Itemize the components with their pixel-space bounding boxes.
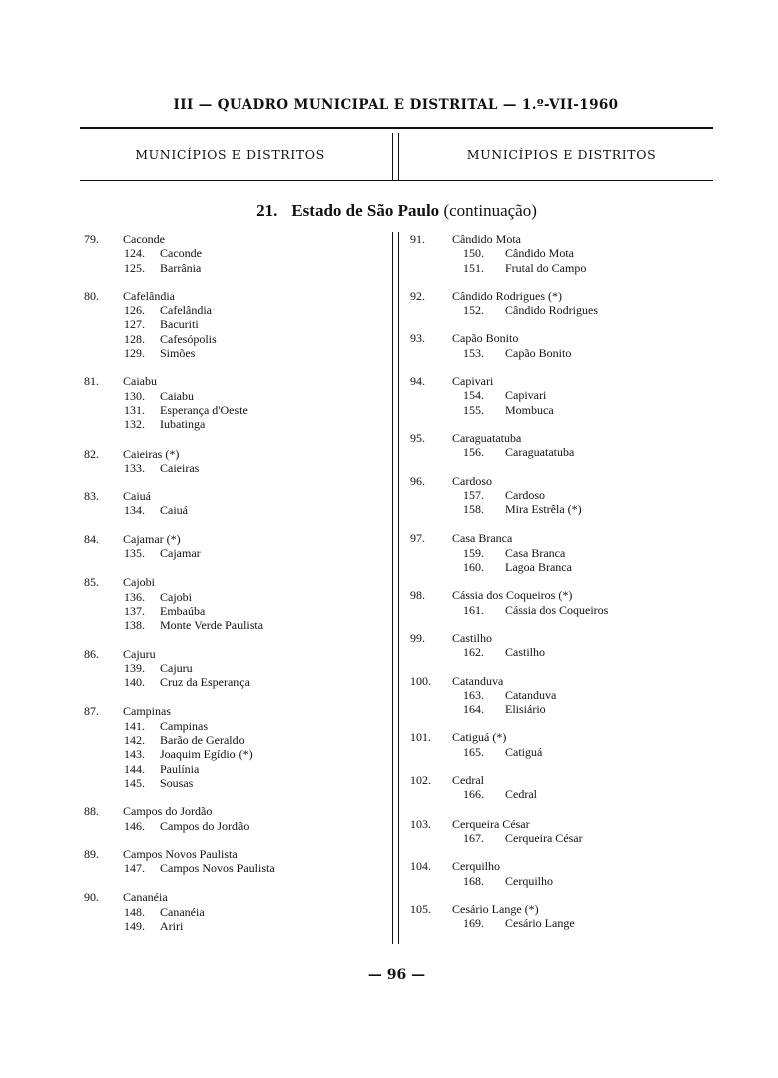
district-name: Cesário Lange (505, 916, 575, 931)
municipality-number: 101. (410, 730, 431, 745)
district-name: Cajamar (160, 546, 201, 561)
municipality-name: Casa Branca (452, 531, 513, 546)
district-number: 125. (124, 260, 145, 275)
district-line (410, 388, 710, 402)
district-line (410, 303, 710, 317)
district-line (410, 787, 710, 801)
district-number: 165. (463, 744, 484, 759)
district-name: Cruz da Esperança (160, 675, 250, 690)
district-line (410, 916, 710, 930)
municipality-name: Cedral (452, 773, 484, 788)
municipality-name: Capão Bonito (452, 331, 519, 346)
municipality-entry (84, 374, 384, 431)
municipality-number: 91. (410, 232, 425, 246)
section-number: 21. (256, 201, 278, 220)
district-line (84, 332, 384, 346)
district-name: Esperança d'Oeste (160, 402, 248, 417)
district-line (84, 246, 384, 260)
municipality-entry (84, 489, 384, 518)
district-name: Caconde (160, 246, 202, 261)
state-name: Estado de São Paulo (291, 201, 440, 220)
municipality-number: 79. (84, 232, 99, 246)
district-name: Cássia dos Coqueiros (505, 602, 609, 617)
district-line (84, 675, 384, 689)
district-number: 167. (463, 830, 484, 845)
district-name: Mira Estrêla (*) (505, 502, 582, 517)
header-rule-bottom (80, 180, 713, 181)
district-name: Monte Verde Paulista (160, 618, 264, 633)
municipality-number: 104. (410, 859, 431, 874)
district-name: Campos do Jordão (160, 818, 250, 833)
district-line (84, 261, 384, 275)
municipality-entry (84, 289, 384, 360)
municipality-entry (410, 474, 710, 517)
district-number: 161. (463, 602, 484, 617)
municipality-entry (410, 531, 710, 574)
municipality-name: Cajamar (*) (123, 531, 181, 546)
municipality-line (84, 647, 384, 661)
section-heading (80, 201, 713, 221)
municipality-entry (410, 374, 710, 417)
municipality-entry (84, 447, 384, 476)
district-name: Sousas (160, 775, 194, 790)
municipality-name: Cândido Rodrigues (*) (452, 288, 562, 303)
district-name: Cândido Rodrigues (505, 303, 598, 318)
district-line (410, 603, 710, 617)
district-name: Cafesópolis (160, 331, 217, 346)
district-name: Paulínia (160, 761, 200, 776)
district-line (84, 733, 384, 747)
district-line (84, 346, 384, 360)
district-number: 128. (124, 331, 145, 346)
district-line (410, 560, 710, 574)
municipality-entry (84, 575, 384, 632)
district-name: Casa Branca (505, 545, 566, 560)
municipality-entry (410, 431, 710, 460)
district-number: 163. (463, 687, 484, 702)
district-number: 124. (124, 246, 145, 261)
district-name: Joaquim Egídio (*) (160, 747, 253, 762)
district-line (410, 831, 710, 845)
municipality-number: 95. (410, 430, 425, 445)
municipality-name: Cafelândia (123, 288, 175, 303)
municipality-number: 94. (410, 374, 425, 389)
municipality-name: Cerqueira César (452, 816, 530, 831)
district-name: Iubatinga (160, 417, 206, 432)
municipality-entry (410, 232, 710, 275)
municipality-number: 98. (410, 588, 425, 603)
district-line (84, 590, 384, 604)
municipality-number: 97. (410, 531, 425, 546)
municipality-entry (84, 890, 384, 933)
municipality-line (410, 674, 710, 688)
district-number: 130. (124, 388, 145, 403)
municipality-number: 100. (410, 673, 431, 688)
municipality-line (410, 431, 710, 445)
district-line (84, 503, 384, 517)
district-number: 138. (124, 618, 145, 633)
district-number: 151. (463, 260, 484, 275)
municipality-name: Caconde (123, 232, 165, 246)
district-line (410, 874, 710, 888)
district-line (84, 661, 384, 675)
municipality-list-left (84, 232, 384, 933)
district-name: Campos Novos Paulista (160, 861, 275, 876)
district-line (84, 719, 384, 733)
district-name: Cedral (505, 787, 537, 802)
header-rule-top (80, 127, 713, 129)
district-line (410, 488, 710, 502)
district-line (410, 745, 710, 759)
district-number: 154. (463, 388, 484, 403)
district-number: 143. (124, 747, 145, 762)
municipality-line (410, 374, 710, 388)
municipality-list-right (410, 232, 710, 930)
municipality-name: Caiabu (123, 374, 157, 389)
municipality-line (84, 575, 384, 589)
district-name: Elisiário (505, 702, 546, 717)
district-name: Barrânia (160, 260, 202, 275)
district-line (84, 604, 384, 618)
district-name: Simões (160, 346, 196, 361)
district-line (410, 445, 710, 459)
district-number: 134. (124, 503, 145, 518)
district-line (84, 461, 384, 475)
district-number: 164. (463, 702, 484, 717)
district-line (410, 346, 710, 360)
district-number: 145. (124, 775, 145, 790)
municipality-number: 87. (84, 704, 99, 719)
municipality-number: 90. (84, 890, 99, 905)
district-line (84, 618, 384, 632)
district-name: Cerquilho (505, 873, 553, 888)
district-number: 141. (124, 718, 145, 733)
municipality-entry (84, 232, 384, 275)
district-line (410, 261, 710, 275)
district-number: 168. (463, 873, 484, 888)
district-number: 139. (124, 660, 145, 675)
municipality-entry (410, 730, 710, 759)
municipality-name: Cajobi (123, 575, 155, 590)
municipality-entry (410, 859, 710, 888)
page-title: III — QUADRO MUNICIPAL E DISTRITAL — 1.º-VII-1960 (173, 97, 619, 113)
municipality-name: Cardoso (452, 473, 492, 488)
district-line (84, 389, 384, 403)
municipality-name: Catiguá (*) (452, 730, 507, 745)
municipality-name: Caiuá (123, 489, 151, 504)
district-name: Cajobi (160, 589, 192, 604)
district-number: 135. (124, 546, 145, 561)
district-number: 160. (463, 560, 484, 575)
district-name: Catiguá (505, 744, 543, 759)
district-name: Barão de Geraldo (160, 733, 245, 748)
municipality-number: 84. (84, 531, 99, 546)
municipality-entry (410, 588, 710, 617)
section-note: (continuação) (443, 201, 537, 220)
district-number: 127. (124, 317, 145, 332)
column-divider-body (392, 232, 399, 944)
district-line (410, 688, 710, 702)
municipality-name: Campinas (123, 704, 171, 719)
municipality-line (410, 817, 710, 831)
municipality-number: 102. (410, 773, 431, 788)
municipality-number: 82. (84, 446, 99, 461)
municipality-line (84, 804, 384, 818)
municipality-line (84, 374, 384, 388)
municipality-entry (410, 817, 710, 846)
district-number: 136. (124, 589, 145, 604)
municipality-entry (410, 331, 710, 360)
district-name: Cajuru (160, 660, 193, 675)
municipality-name: Cesário Lange (*) (452, 901, 539, 916)
district-number: 149. (124, 918, 145, 933)
district-name: Caiabu (160, 388, 194, 403)
district-name: Cerqueira César (505, 830, 583, 845)
municipality-number: 92. (410, 288, 425, 303)
municipality-number: 85. (84, 575, 99, 590)
municipality-name: Cerquilho (452, 859, 500, 874)
municipality-number: 89. (84, 846, 99, 861)
municipality-line (410, 773, 710, 787)
district-line (410, 246, 710, 260)
district-line (84, 317, 384, 331)
municipality-entry (84, 804, 384, 833)
district-number: 129. (124, 346, 145, 361)
municipality-entry (410, 674, 710, 717)
municipality-entry (84, 704, 384, 790)
municipality-name: Cajuru (123, 646, 156, 661)
column-header-right: MUNICÍPIOS E DISTRITOS (466, 147, 657, 162)
district-number: 155. (463, 402, 484, 417)
district-line (410, 546, 710, 560)
district-number: 153. (463, 345, 484, 360)
district-number: 158. (463, 502, 484, 517)
district-number: 152. (463, 303, 484, 318)
municipality-entry (410, 631, 710, 660)
municipality-name: Capivari (452, 374, 494, 389)
district-number: 148. (124, 904, 145, 919)
municipality-name: Cananéia (123, 890, 168, 905)
district-name: Mombuca (505, 402, 554, 417)
municipality-name: Catanduva (452, 673, 504, 688)
district-number: 132. (124, 417, 145, 432)
municipality-number: 96. (410, 473, 425, 488)
municipality-line (84, 232, 384, 246)
district-line (84, 303, 384, 317)
municipality-line (410, 531, 710, 545)
municipality-line (410, 859, 710, 873)
district-name: Caraguatatuba (505, 445, 575, 460)
district-number: 144. (124, 761, 145, 776)
municipality-line (84, 532, 384, 546)
municipality-name: Campos Novos Paulista (123, 846, 238, 861)
municipality-entry (84, 847, 384, 876)
municipality-name: Caraguatatuba (452, 430, 522, 445)
district-name: Cândido Mota (505, 246, 574, 261)
column-header-left: MUNICÍPIOS E DISTRITOS (135, 147, 325, 162)
municipality-line (84, 489, 384, 503)
district-name: Caieiras (160, 460, 200, 475)
municipality-entry (410, 773, 710, 802)
district-line (84, 762, 384, 776)
municipality-number: 83. (84, 489, 99, 504)
municipality-line (410, 232, 710, 246)
column-divider-header (392, 133, 399, 180)
municipality-entry (410, 902, 710, 931)
district-name: Cananéia (160, 904, 205, 919)
municipality-name: Castilho (452, 630, 493, 645)
district-number: 159. (463, 545, 484, 560)
district-name: Embaúba (160, 603, 206, 618)
district-number: 146. (124, 818, 145, 833)
district-number: 147. (124, 861, 145, 876)
district-number: 126. (124, 303, 145, 318)
district-number: 150. (463, 246, 484, 261)
district-line (84, 905, 384, 919)
district-name: Capão Bonito (505, 345, 572, 360)
district-name: Castilho (505, 645, 546, 660)
district-name: Lagoa Branca (505, 560, 572, 575)
district-name: Ariri (160, 918, 184, 933)
district-name: Cardoso (505, 487, 545, 502)
municipality-line (410, 474, 710, 488)
district-number: 142. (124, 733, 145, 748)
district-name: Capivari (505, 388, 547, 403)
municipality-name: Cândido Mota (452, 232, 521, 246)
page-number: — 96 — (367, 967, 426, 983)
district-line (84, 919, 384, 933)
district-line (84, 417, 384, 431)
district-line (84, 403, 384, 417)
district-number: 140. (124, 675, 145, 690)
district-line (410, 403, 710, 417)
municipality-number: 81. (84, 374, 99, 389)
district-name: Caiuá (160, 503, 188, 518)
district-number: 169. (463, 916, 484, 931)
municipality-line (84, 847, 384, 861)
municipality-line (84, 704, 384, 718)
district-name: Cafelândia (160, 303, 212, 318)
municipality-name: Caieiras (*) (123, 446, 180, 461)
district-number: 156. (463, 445, 484, 460)
municipality-line (84, 289, 384, 303)
municipality-line (410, 331, 710, 345)
district-line (84, 747, 384, 761)
municipality-line (410, 902, 710, 916)
district-number: 166. (463, 787, 484, 802)
district-number: 133. (124, 460, 145, 475)
municipality-number: 99. (410, 630, 425, 645)
municipality-name: Campos do Jordão (123, 804, 213, 819)
district-number: 157. (463, 487, 484, 502)
district-number: 162. (463, 645, 484, 660)
municipality-line (410, 631, 710, 645)
district-line (84, 776, 384, 790)
district-name: Bacuriti (160, 317, 199, 332)
district-number: 131. (124, 402, 145, 417)
district-line (84, 819, 384, 833)
municipality-name: Cássia dos Coqueiros (*) (452, 588, 573, 603)
district-name: Campinas (160, 718, 208, 733)
municipality-entry (84, 532, 384, 561)
municipality-entry (410, 289, 710, 318)
district-line (84, 546, 384, 560)
municipality-number: 93. (410, 331, 425, 346)
municipality-number: 103. (410, 816, 431, 831)
district-line (410, 702, 710, 716)
municipality-number: 80. (84, 288, 99, 303)
municipality-line (410, 730, 710, 744)
district-line (410, 502, 710, 516)
district-name: Frutal do Campo (505, 260, 587, 275)
district-name: Catanduva (505, 687, 557, 702)
municipality-number: 88. (84, 804, 99, 819)
district-line (84, 861, 384, 875)
municipality-number: 86. (84, 646, 99, 661)
municipality-number: 105. (410, 901, 431, 916)
municipality-line (84, 447, 384, 461)
municipality-line (84, 890, 384, 904)
municipality-line (410, 289, 710, 303)
municipality-line (410, 588, 710, 602)
district-number: 137. (124, 603, 145, 618)
district-line (410, 645, 710, 659)
municipality-entry (84, 647, 384, 690)
